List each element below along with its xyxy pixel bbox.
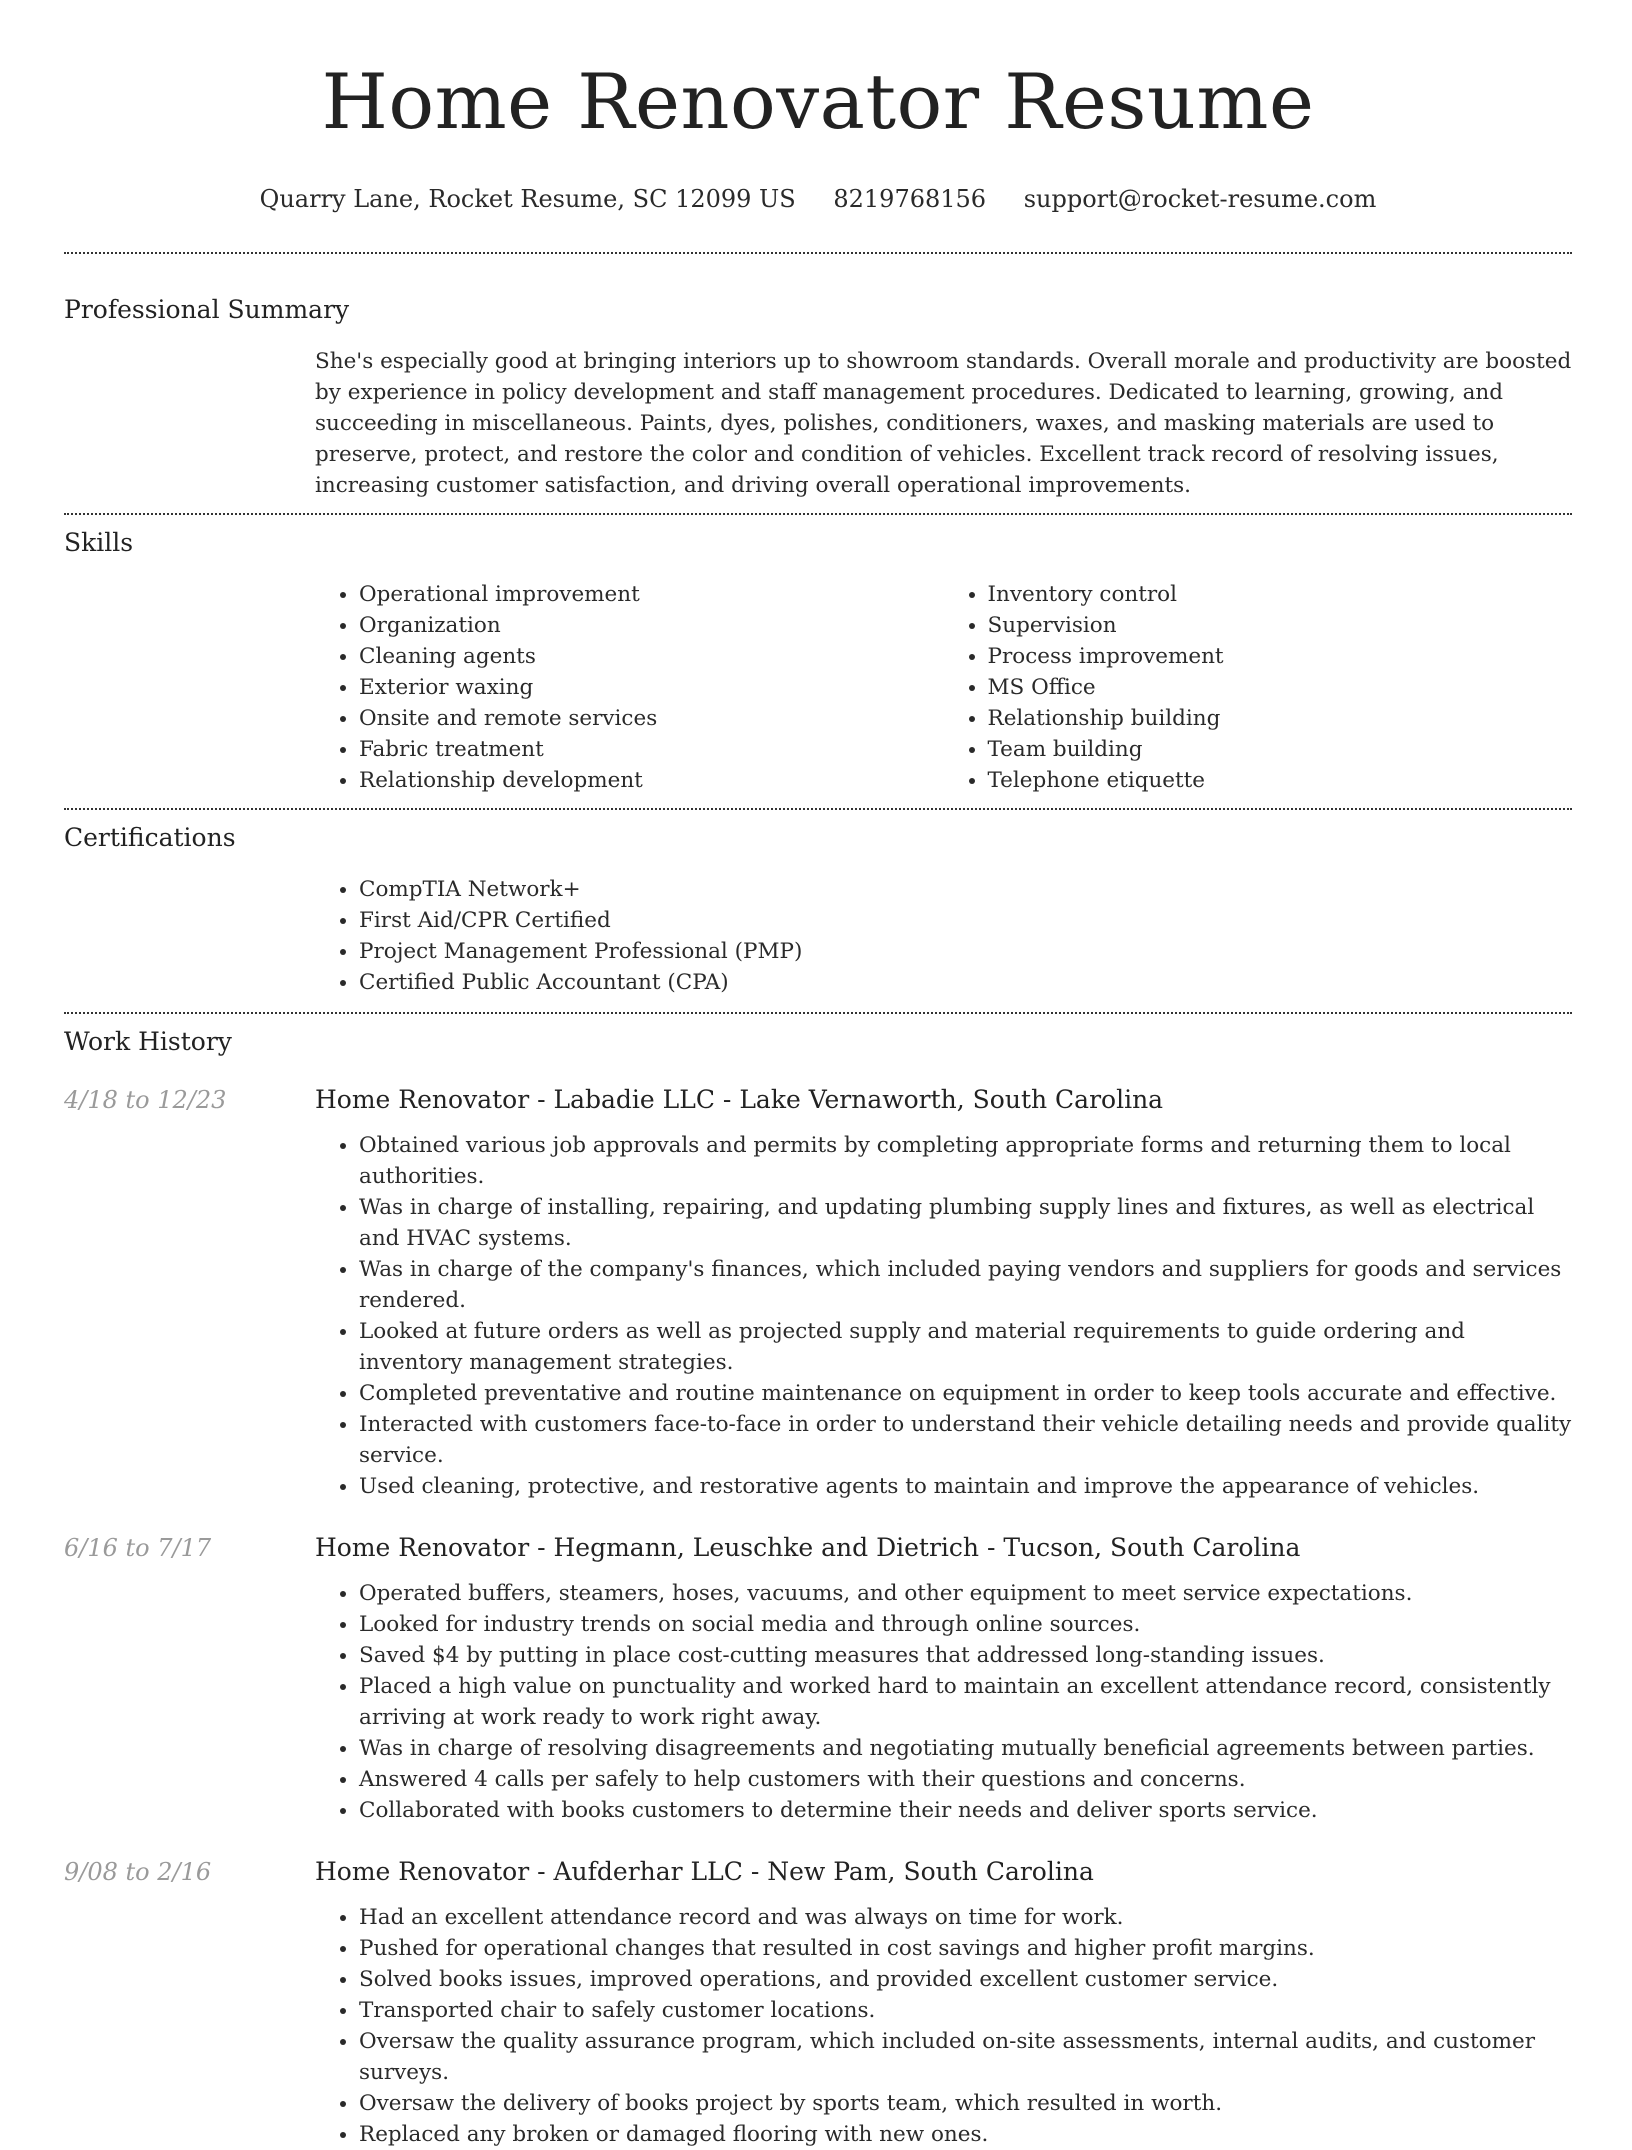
certification-item: • Project Management Professional (PMP) <box>359 936 1572 967</box>
job-bullet: • Was in charge of the company's finances, which included paying vendors and suppliers for goods and services rendered. <box>359 1254 1572 1316</box>
contact-address: Quarry Lane, Rocket Resume, SC 12099 US <box>259 185 796 213</box>
job-bullet: • Collaborated with books customers to determine their needs and deliver sports service. <box>359 1795 1572 1826</box>
skill-item: • Supervision <box>988 610 1573 641</box>
divider <box>64 252 1572 254</box>
job-bullet: • Looked for industry trends on social media and through online sources. <box>359 1609 1572 1640</box>
job-entry <box>64 1856 1572 2150</box>
job-bullet: • Solved books issues, improved operations, and provided excellent customer service. <box>359 1964 1572 1995</box>
summary-section <box>64 294 1572 501</box>
certifications-list <box>315 874 1572 998</box>
job-bullet: • Was in charge of installing, repairing, and updating plumbing supply lines and fixtures, as well as electrical and HVAC systems. <box>359 1192 1572 1254</box>
skill-item: • Team building <box>988 734 1573 765</box>
job-bullet: • Saved $4 by putting in place cost-cutting measures that addressed long-standing issues. <box>359 1640 1572 1671</box>
job-bullet: • Answered 4 calls per safely to help customers with their questions and concerns. <box>359 1764 1572 1795</box>
job-bullet: • Oversaw the quality assurance program, which included on-site assessments, internal audits, and customer surveys. <box>359 2026 1572 2088</box>
job-title: Home Renovator - Hegmann, Leuschke and Dietrich - Tucson, South Carolina <box>315 1533 1301 1562</box>
certification-item: • Certified Public Accountant (CPA) <box>359 967 1572 998</box>
job-entry <box>64 1532 1572 1826</box>
certifications-heading: Certifications <box>64 823 236 852</box>
skill-item: • Relationship development <box>359 765 944 796</box>
skill-item: • Relationship building <box>988 703 1573 734</box>
certifications-section <box>64 822 1572 998</box>
skill-item: • Telephone etiquette <box>988 765 1573 796</box>
divider <box>64 808 1572 810</box>
divider <box>64 1012 1572 1014</box>
contact-line <box>64 184 1572 214</box>
work-section <box>64 1026 1572 2150</box>
certification-item: • First Aid/CPR Certified <box>359 905 1572 936</box>
summary-text: She's especially good at bringing interiors up to showroom standards. Overall morale and productivity are boosted by experience in policy development and staff management procedures. Dedicated to learning, growing, and succeeding in miscellaneous. Paints, dyes, polishes, conditioners, waxes, and masking materials are used to preserve, protect, and restore the color and condition of vehicles. Excellent track record of resolving issues, increasing customer satisfaction, and driving overall operational improvements. <box>315 349 1572 498</box>
job-bullet: • Operated buffers, steamers, hoses, vacuums, and other equipment to meet service expectations. <box>359 1578 1572 1609</box>
skill-item: • MS Office <box>988 672 1573 703</box>
job-bullet: • Pushed for operational changes that resulted in cost savings and higher profit margins. <box>359 1933 1572 1964</box>
job-bullet: • Oversaw the delivery of books project by sports team, which resulted in worth. <box>359 2088 1572 2119</box>
skill-item: • Process improvement <box>988 641 1573 672</box>
job-bullet: • Used cleaning, protective, and restorative agents to maintain and improve the appearance of vehicles. <box>359 1471 1572 1502</box>
contact-email: support@rocket-resume.com <box>1023 185 1377 213</box>
job-bullet: • Obtained various job approvals and permits by completing appropriate forms and returning them to local authorities. <box>359 1130 1572 1192</box>
job-bullet: • Transported chair to safely customer locations. <box>359 1995 1572 2026</box>
job-date: 9/08 to 2/16 <box>64 1858 212 1886</box>
job-bullet: • Completed preventative and routine maintenance on equipment in order to keep tools accurate and effective. <box>359 1378 1572 1409</box>
summary-heading: Professional Summary <box>64 295 350 324</box>
skill-item: • Onsite and remote services <box>359 703 944 734</box>
skill-item: • Operational improvement <box>359 579 944 610</box>
skills-heading: Skills <box>64 528 134 557</box>
job-bullets <box>315 1130 1572 1502</box>
resume-page <box>64 0 1572 2150</box>
job-title: Home Renovator - Labadie LLC - Lake Vernaworth, South Carolina <box>315 1085 1164 1114</box>
divider <box>64 513 1572 515</box>
job-bullet: • Placed a high value on punctuality and worked hard to maintain an excellent attendance record, consistently arriving at work ready to work right away. <box>359 1671 1572 1733</box>
job-bullets <box>315 1578 1572 1826</box>
job-entry <box>64 1084 1572 1502</box>
job-bullet: • Had an excellent attendance record and was always on time for work. <box>359 1902 1572 1933</box>
job-bullet: • Was in charge of resolving disagreements and negotiating mutually beneficial agreements between parties. <box>359 1733 1572 1764</box>
skill-item: • Fabric treatment <box>359 734 944 765</box>
job-bullets <box>315 1902 1572 2150</box>
resume-title: Home Renovator Resume <box>321 57 1315 146</box>
job-title: Home Renovator - Aufderhar LLC - New Pam, South Carolina <box>315 1857 1094 1886</box>
skill-item: • Organization <box>359 610 944 641</box>
skill-item: • Exterior waxing <box>359 672 944 703</box>
job-bullet: • Looked at future orders as well as projected supply and material requirements to guide ordering and inventory management strategies. <box>359 1316 1572 1378</box>
job-date: 6/16 to 7/17 <box>64 1534 212 1562</box>
job-bullet: • Interacted with customers face-to-face in order to understand their vehicle detailing needs and provide quality service. <box>359 1409 1572 1471</box>
skill-item: • Inventory control <box>988 579 1573 610</box>
skills-list-right <box>944 579 1573 796</box>
work-heading: Work History <box>64 1027 232 1056</box>
certification-item: • CompTIA Network+ <box>359 874 1572 905</box>
job-bullet: • Replaced any broken or damaged flooring with new ones. <box>359 2119 1572 2150</box>
job-date: 4/18 to 12/23 <box>64 1086 227 1114</box>
skills-list-left <box>315 579 944 796</box>
skill-item: • Cleaning agents <box>359 641 944 672</box>
contact-phone: 8219768156 <box>833 185 987 213</box>
skills-section <box>64 527 1572 796</box>
